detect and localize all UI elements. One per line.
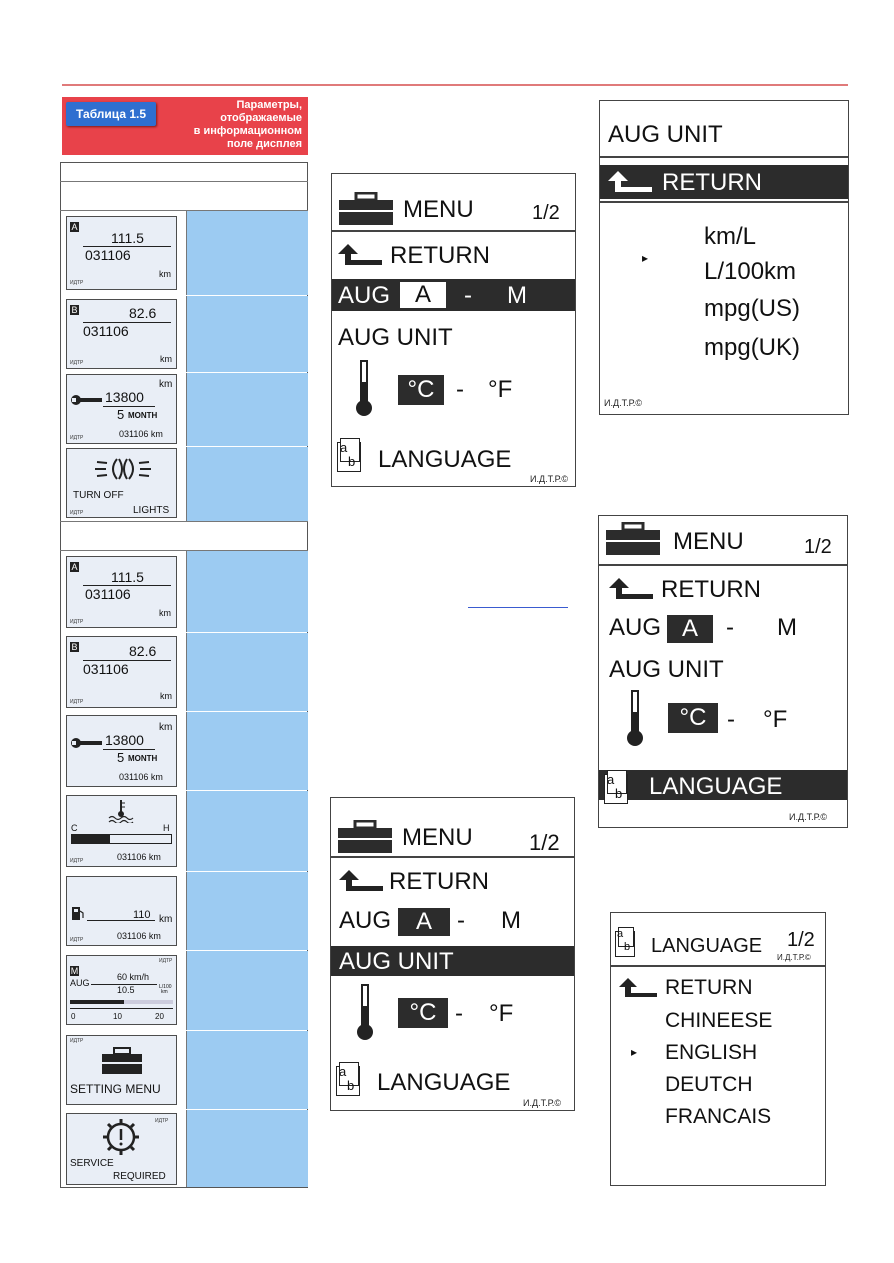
language-icon (336, 1066, 360, 1096)
description-cell (186, 872, 308, 950)
trip-a-unit: km (159, 269, 171, 279)
trip-a-unit: km (159, 608, 171, 618)
aug-a-option[interactable]: A (667, 615, 713, 643)
menu-aug[interactable]: AUG (609, 614, 662, 641)
menu-page: 1/2 (532, 202, 560, 224)
divider-line (103, 406, 155, 407)
menu-return[interactable]: RETURN (661, 576, 761, 603)
description-cell (186, 373, 308, 446)
trip-a-letter: A (71, 562, 78, 572)
coolant-thermometer-icon (107, 799, 137, 823)
headlight-icon (89, 454, 157, 484)
coolant-gauge (71, 834, 172, 844)
table-title-line: Параметры, (236, 99, 302, 111)
menu-page: 1/2 (529, 830, 560, 855)
description-cell (186, 211, 308, 295)
wrench-icon (70, 393, 102, 407)
service-distance: 13800 (105, 732, 144, 748)
menu-aug[interactable]: AUG (338, 282, 391, 309)
table-badge: Таблица 1.5 (66, 102, 156, 126)
language-icon-b: b (348, 454, 356, 469)
service-date-km: 031106 km (119, 429, 163, 439)
scale-line (70, 1008, 173, 1009)
unit-dash: - (456, 376, 464, 403)
trip-a-letter: A (71, 222, 78, 232)
header-separator (600, 156, 848, 158)
copyright-mark: И.Д.Т.Р.© (523, 1098, 561, 1108)
description-cell (186, 951, 308, 1030)
watermark: ИДТР (70, 937, 84, 943)
header-separator (332, 230, 575, 232)
lights-line1: TURN OFF (73, 490, 124, 501)
trip-a-screen (66, 556, 177, 628)
return-arrow-icon (608, 171, 652, 193)
return-arrow-icon (338, 244, 382, 266)
celsius-option[interactable]: °C (398, 998, 448, 1028)
header-separator (331, 856, 574, 858)
menu-title: MENU (402, 824, 473, 851)
menu-aug-unit[interactable]: AUG UNIT (609, 656, 724, 683)
thermometer-icon (623, 690, 647, 748)
lights-warning-screen (66, 448, 177, 518)
menu-aug-unit[interactable]: AUG UNIT (338, 324, 453, 351)
language-title: LANGUAGE (651, 935, 763, 957)
menu-language[interactable]: LANGUAGE (378, 446, 512, 473)
return-arrow-icon (619, 978, 657, 998)
language-icon (604, 774, 628, 804)
avg-bar-fill (70, 1000, 124, 1004)
aug-a-option[interactable]: A (400, 282, 446, 308)
service-unit: km (159, 379, 173, 390)
service-distance: 13800 (105, 389, 144, 405)
trip-b-letter: B (71, 305, 78, 315)
unit-dash: - (455, 1000, 463, 1027)
avg-mode-letter: M (70, 966, 79, 976)
return-arrow-icon (339, 870, 383, 892)
table-title-line: отображаемые (220, 112, 302, 124)
selected-marker: ▸ (631, 1045, 638, 1059)
fahrenheit-option[interactable]: °F (763, 706, 788, 733)
toolbox-icon (101, 1047, 143, 1075)
toolbox-icon (337, 820, 393, 854)
trip-b-date: 031106 (83, 661, 129, 677)
top-rule (62, 84, 848, 86)
aug-unit-return[interactable]: RETURN (662, 169, 762, 196)
fuel-range: 110 (133, 909, 151, 921)
coolant-temperature-screen (66, 795, 177, 867)
service-months-label: MONTH (128, 411, 158, 420)
copyright-mark: И.Д.Т.Р.© (604, 398, 642, 408)
unit-dash: - (727, 706, 735, 733)
aug-dash: - (464, 282, 472, 309)
trip-a-date: 031106 (85, 247, 131, 263)
setting-menu-screen (66, 1035, 177, 1105)
aug-unit-title: AUG UNIT (608, 121, 723, 148)
trip-b-unit: km (160, 354, 172, 364)
header-separator (611, 965, 825, 967)
link-underline (468, 607, 568, 608)
avg-scale-0: 0 (71, 1012, 76, 1021)
aug-m-option[interactable]: M (501, 907, 521, 934)
service-months-label: MONTH (128, 754, 158, 763)
menu-aug[interactable]: AUG (339, 907, 392, 934)
avg-speed: 60 km/h (117, 972, 150, 982)
trip-b-screen (66, 299, 177, 369)
description-cell (186, 791, 308, 871)
service-required-line2: REQUIRED (113, 1171, 166, 1182)
watermark: ИДТР (70, 280, 84, 286)
service-interval-screen (66, 374, 177, 444)
watermark: ИДТР (70, 510, 84, 516)
trip-b-screen (66, 636, 177, 708)
fuel-date-km: 031106 km (117, 931, 161, 941)
coolant-date-km: 031106 km (117, 852, 161, 862)
description-cell (186, 1110, 308, 1187)
table-title (162, 99, 302, 151)
avg-consumption: 10.5 (117, 985, 135, 995)
fahrenheit-option[interactable]: °F (489, 1000, 514, 1027)
trip-a-date: 031106 (85, 586, 131, 602)
language-return[interactable]: RETURN (665, 976, 753, 999)
service-warning-icon (101, 1117, 141, 1157)
language-icon (615, 928, 635, 957)
language-icon (337, 442, 361, 472)
avg-scale-10: 10 (113, 1012, 122, 1021)
description-cell (186, 296, 308, 372)
aug-a-option[interactable]: A (398, 908, 450, 936)
description-cell (186, 551, 308, 632)
language-option-francais[interactable]: FRANCAIS (665, 1105, 772, 1128)
trip-a-value: 111.5 (111, 230, 144, 246)
menu-language[interactable]: LANGUAGE (377, 1069, 511, 1096)
selected-marker: ▸ (642, 251, 649, 265)
watermark: ИДТР (70, 435, 84, 441)
language-icon-a: a (340, 440, 348, 455)
watermark: ИДТР (155, 1118, 169, 1124)
fahrenheit-option[interactable]: °F (488, 376, 513, 403)
aug-dash: - (457, 907, 465, 934)
trip-b-value: 82.6 (129, 643, 157, 659)
menu-language[interactable]: LANGUAGE (649, 773, 783, 800)
language-option-chineese[interactable]: CHINEESE (665, 1009, 773, 1032)
header-separator (599, 564, 847, 566)
menu-return[interactable]: RETURN (389, 868, 489, 895)
thermometer-icon (352, 360, 376, 418)
avg-bar (70, 1000, 173, 1004)
service-interval-screen (66, 715, 177, 787)
avg-consumption-unit: km (161, 989, 168, 995)
setting-menu-label: SETTING MENU (70, 1082, 161, 1096)
watermark: ИДТР (159, 958, 173, 964)
description-cell (186, 447, 308, 521)
description-cell (186, 1031, 308, 1109)
language-option-english[interactable]: ENGLISH (665, 1041, 758, 1064)
menu-return[interactable]: RETURN (390, 242, 490, 269)
watermark: ИДТР (70, 360, 84, 366)
copyright-mark: И.Д.Т.Р.© (530, 474, 568, 484)
trip-b-date: 031106 (83, 323, 129, 339)
aug-dash: - (726, 614, 734, 641)
celsius-option[interactable]: °C (398, 375, 444, 405)
watermark: ИДТР (70, 619, 84, 625)
lights-line2: LIGHTS (133, 505, 170, 516)
description-cell (186, 712, 308, 790)
menu-panel-aug-unit-selected (330, 797, 575, 1111)
coolant-cold-label: C (71, 823, 78, 833)
service-required-line1: SERVICE (70, 1158, 114, 1169)
avg-consumption-unit: L/100 (159, 984, 172, 990)
row-separator (600, 201, 848, 203)
watermark: ИДТР (70, 699, 84, 705)
language-icon-b: b (624, 941, 631, 953)
menu-panel-aug-selected (331, 173, 576, 487)
service-required-screen (66, 1113, 177, 1185)
language-panel (610, 912, 826, 1186)
menu-panel-language-selected (598, 515, 848, 828)
row-divider (60, 181, 308, 182)
average-consumption-screen (66, 955, 177, 1025)
fuel-unit: km (159, 914, 173, 925)
fuel-range-screen (66, 876, 177, 946)
aug-m-option[interactable]: M (777, 614, 797, 641)
coolant-gauge-fill (72, 835, 110, 843)
language-icon-a: a (339, 1064, 347, 1079)
copyright-mark: И.Д.Т.Р.© (777, 953, 811, 962)
table-header (62, 97, 308, 155)
avg-label: AUG (70, 978, 90, 988)
aug-unit-panel (599, 100, 849, 415)
avg-scale-20: 20 (155, 1012, 164, 1021)
trip-b-unit: km (160, 691, 172, 701)
watermark: ИДТР (70, 858, 84, 864)
trip-b-value: 82.6 (129, 305, 157, 321)
language-icon-b: b (615, 786, 623, 801)
coolant-hot-label: H (163, 823, 170, 833)
return-arrow-icon (609, 578, 653, 600)
trip-a-value: 111.5 (111, 569, 144, 585)
toolbox-icon (338, 192, 394, 226)
language-icon-a: a (607, 772, 615, 787)
unit-option-mpg-us[interactable]: mpg(US) (704, 295, 801, 322)
service-unit: km (159, 722, 173, 733)
service-date-km: 031106 km (119, 772, 163, 782)
menu-title: MENU (403, 196, 474, 223)
menu-aug-unit[interactable]: AUG UNIT (339, 948, 454, 975)
description-cell (186, 633, 308, 711)
unit-option-mpg-uk[interactable]: mpg(UK) (704, 334, 801, 361)
fuel-pump-icon (71, 905, 85, 921)
divider-line (103, 749, 155, 750)
language-option-deutch[interactable]: DEUTCH (665, 1073, 753, 1096)
watermark: ИДТР (70, 1038, 84, 1044)
copyright-mark: И.Д.Т.Р.© (789, 812, 827, 822)
menu-page: 1/2 (804, 536, 832, 558)
trip-b-letter: B (71, 642, 78, 652)
trip-a-screen (66, 216, 177, 290)
table-title-line: поле дисплея (227, 138, 302, 150)
aug-m-option[interactable]: M (507, 282, 527, 309)
table-title-line: в информационном (193, 125, 302, 137)
language-page: 1/2 (787, 929, 815, 951)
service-months: 5 (117, 750, 125, 765)
language-icon-b: b (347, 1078, 355, 1093)
menu-title: MENU (673, 528, 744, 555)
thermometer-icon (353, 984, 377, 1042)
service-months: 5 (117, 407, 125, 422)
language-icon-a: a (617, 928, 624, 940)
unit-option-km-l[interactable]: km/L (704, 223, 757, 250)
toolbox-icon (605, 522, 661, 556)
row-divider (60, 521, 308, 522)
wrench-icon (70, 736, 102, 750)
unit-option-l-100km[interactable]: L/100km (704, 258, 797, 285)
celsius-option[interactable]: °C (668, 703, 718, 733)
